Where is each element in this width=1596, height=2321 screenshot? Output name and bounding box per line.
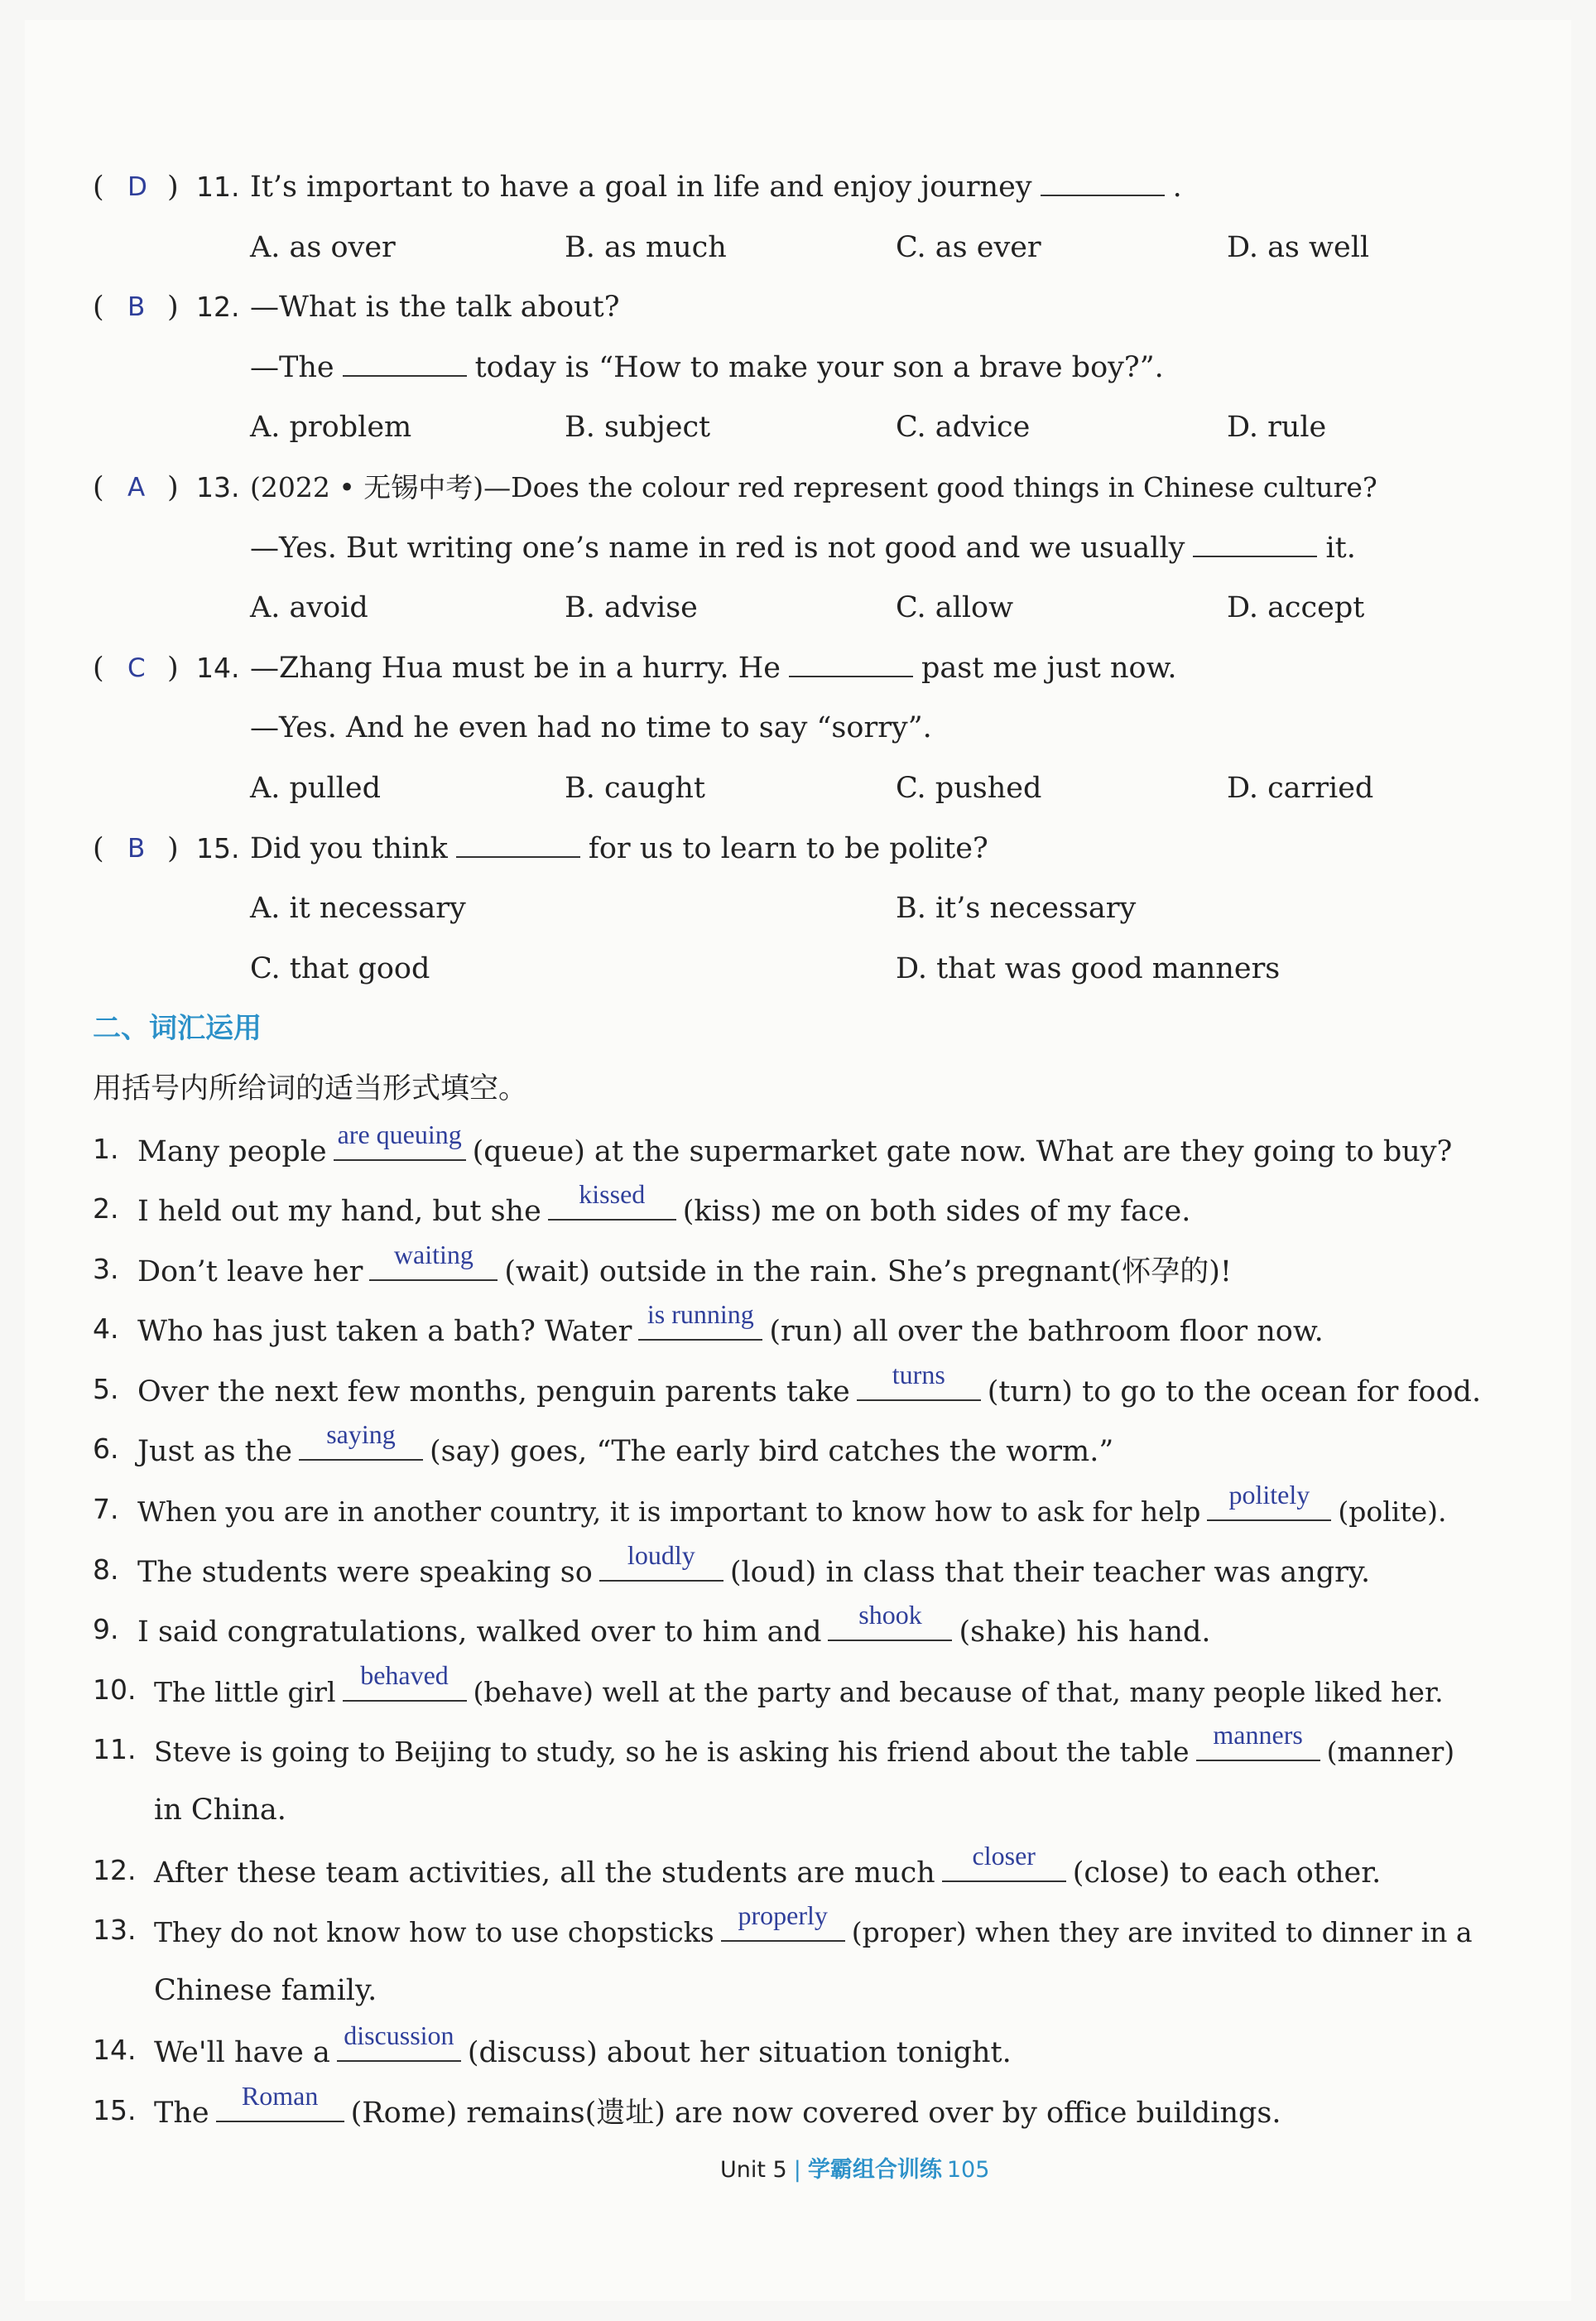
item-number: 1.	[93, 1132, 119, 1165]
option-a: A. avoid	[250, 591, 368, 625]
fill-item-11-cont	[93, 1780, 1517, 1841]
answer-blank	[789, 651, 913, 677]
fill-item-11: 11. Steve is going to Beijing to study, so he is asking his friend about the table manners (manner)	[93, 1720, 1517, 1780]
section-2-instruction	[93, 1059, 1517, 1120]
question-12	[93, 277, 1517, 338]
question-number: 15.	[196, 831, 240, 864]
fill-item-3: 3. Don’t leave her waiting (wait) outside in the rain. She’s pregnant(怀孕的)!	[93, 1240, 1517, 1300]
footer-separator: |	[793, 2157, 801, 2183]
option-b: B. caught	[565, 771, 705, 805]
answer-blank	[456, 831, 580, 858]
answer-letter: B	[127, 833, 146, 864]
item-number: 5.	[93, 1372, 119, 1405]
answer-blank	[1193, 531, 1317, 557]
option-d: D. rule	[1227, 411, 1327, 445]
item-number: 11.	[93, 1733, 137, 1766]
page-number: 105	[946, 2157, 990, 2183]
filled-answer: is running	[647, 1299, 754, 1330]
options-15-row2	[93, 939, 1517, 999]
option-d: D. as well	[1227, 230, 1370, 264]
answer-blank	[299, 1419, 423, 1461]
option-b: B. it’s necessary	[896, 892, 1137, 926]
section-2-heading	[93, 999, 1517, 1059]
option-a: A. pulled	[250, 771, 381, 805]
filled-answer: closer	[972, 1840, 1036, 1871]
answer-letter: D	[127, 172, 147, 202]
answer-blank	[334, 1120, 466, 1161]
filled-answer: Roman	[241, 2081, 319, 2111]
filled-answer: discussion	[344, 2020, 454, 2051]
option-d: D. that was good manners	[896, 951, 1281, 985]
question-stem: Did you think for us to learn to be polite?	[250, 831, 988, 865]
option-b: B. advise	[565, 591, 698, 625]
paren-close: )	[167, 291, 179, 325]
answer-blank	[1207, 1480, 1331, 1521]
question-14-line2: —Yes. And he even had no time to say “sorry”.	[250, 711, 932, 745]
options-12	[93, 397, 1517, 458]
answer-blank	[599, 1540, 723, 1582]
question-number: 12.	[196, 291, 240, 324]
paren-close: )	[167, 651, 179, 685]
fill-item-8: 8. The students were speaking so loudly (loud) in class that their teacher was angry.	[93, 1540, 1517, 1601]
paren-open: (	[93, 651, 104, 685]
answer-blank	[857, 1360, 981, 1401]
item-continuation: in China.	[154, 1794, 286, 1827]
question-number: 11.	[196, 171, 240, 203]
filled-answer: manners	[1213, 1720, 1303, 1750]
option-d: D. carried	[1227, 771, 1374, 805]
answer-blank	[942, 1841, 1066, 1882]
item-number: 9.	[93, 1613, 119, 1646]
option-b: B. as much	[565, 230, 727, 264]
answer-blank	[343, 350, 467, 377]
fill-item-1: 1. Many people are queuing (queue) at the supermarket gate now. What are they going to buy?	[93, 1120, 1517, 1180]
filled-answer: saying	[326, 1419, 396, 1450]
question-15	[93, 819, 1517, 879]
fill-item-9: 9. I said congratulations, walked over to him and shook (shake) his hand.	[93, 1600, 1517, 1660]
filled-answer: shook	[858, 1600, 922, 1630]
item-number: 3.	[93, 1252, 119, 1285]
fill-item-5: 5. Over the next few months, penguin parents take turns (turn) to go to the ocean for food.	[93, 1360, 1517, 1420]
item-number: 6.	[93, 1433, 119, 1466]
item-number: 12.	[93, 1853, 137, 1886]
paren-close: )	[167, 171, 179, 204]
section-title: 二、词汇运用	[93, 1012, 262, 1046]
paren-close: )	[167, 470, 179, 504]
filled-answer: politely	[1228, 1480, 1310, 1510]
filled-answer: are queuing	[337, 1119, 462, 1149]
item-number: 15.	[93, 2094, 137, 2126]
paren-open: (	[93, 831, 104, 865]
fill-item-13: 13. They do not know how to use chopsticks properly (proper) when they are invited to dinner in a	[93, 1900, 1517, 1961]
option-c: C. allow	[896, 591, 1014, 625]
instruction-text: 用括号内所给词的适当形式填空。	[93, 1071, 528, 1105]
question-13-line2: —Yes. But writing one’s name in red is not good and we usually it.	[250, 531, 1356, 565]
option-c: C. advice	[896, 411, 1031, 445]
fill-item-6: 6. Just as the saying (say) goes, “The early bird catches the worm.”	[93, 1419, 1517, 1480]
item-number: 8.	[93, 1553, 119, 1586]
answer-blank	[1041, 170, 1165, 196]
paren-open: (	[93, 470, 104, 504]
answer-blank	[828, 1600, 952, 1641]
filled-answer: kissed	[579, 1179, 646, 1210]
answer-letter: B	[127, 292, 146, 323]
filled-answer: waiting	[393, 1239, 474, 1269]
filled-answer: properly	[738, 1900, 828, 1931]
options-13	[93, 578, 1517, 638]
filled-answer: loudly	[627, 1539, 695, 1570]
option-b: B. subject	[565, 411, 711, 445]
option-a: A. problem	[250, 411, 412, 445]
question-stem: It’s important to have a goal in life and enjoy journey .	[250, 171, 1182, 204]
paren-open: (	[93, 171, 104, 204]
question-number: 14.	[196, 651, 240, 684]
fill-item-13-cont	[93, 1961, 1517, 2021]
item-number: 14.	[93, 2034, 137, 2067]
answer-blank	[343, 1660, 467, 1702]
item-number: 2.	[93, 1192, 119, 1226]
fill-item-7: 7. When you are in another country, it is important to know how to ask for help politely (polite).	[93, 1480, 1517, 1540]
options-14	[93, 758, 1517, 819]
answer-blank	[548, 1179, 676, 1221]
item-number: 10.	[93, 1673, 137, 1706]
paren-close: )	[167, 831, 179, 865]
page-footer	[720, 2151, 989, 2184]
question-stem: (2022 • 无锡中考)—Does the colour red represent good things in Chinese culture?	[250, 470, 1377, 503]
answer-blank	[721, 1900, 845, 1942]
option-c: C. pushed	[896, 771, 1042, 805]
question-stem: —Zhang Hua must be in a hurry. He past me just now.	[250, 651, 1177, 685]
book-title: 学霸组合训练	[807, 2157, 942, 2183]
answer-blank	[1196, 1720, 1320, 1761]
item-number: 4.	[93, 1312, 119, 1346]
answer-blank	[369, 1240, 498, 1281]
fill-item-12: 12. After these team activities, all the students are much closer (close) to each other.	[93, 1841, 1517, 1901]
options-11	[93, 218, 1517, 278]
unit-label: Unit 5	[720, 2157, 787, 2183]
option-a: A. it necessary	[250, 892, 466, 926]
question-12-line2: —The today is “How to make your son a brave boy?”.	[250, 350, 1164, 384]
question-11	[93, 157, 1517, 218]
answer-letter: A	[127, 472, 146, 503]
option-a: A. as over	[250, 230, 396, 264]
option-c: C. as ever	[896, 230, 1041, 264]
fill-item-2: 2. I held out my hand, but she kissed (kiss) me on both sides of my face.	[93, 1179, 1517, 1240]
question-14	[93, 638, 1517, 699]
filled-answer: turns	[892, 1359, 945, 1389]
fill-item-10: 10. The little girl behaved (behave) well at the party and because of that, many people liked her.	[93, 1660, 1517, 1721]
answer-blank	[638, 1299, 762, 1341]
answer-letter: C	[127, 652, 146, 683]
question-stem: —What is the talk about?	[250, 291, 620, 325]
paren-open: (	[93, 291, 104, 325]
answer-blank	[216, 2081, 344, 2122]
fill-item-14: 14. We'll have a discussion (discuss) about her situation tonight.	[93, 2020, 1517, 2081]
fill-item-4: 4. Who has just taken a bath? Water is running (run) all over the bathroom floor now.	[93, 1299, 1517, 1360]
options-15-row1	[93, 879, 1517, 939]
question-number: 13.	[196, 470, 240, 503]
fill-item-15: 15. The Roman (Rome) remains(遗址) are now covered over by office buildings.	[93, 2081, 1517, 2141]
question-13	[93, 458, 1517, 518]
item-number: 13.	[93, 1914, 137, 1947]
worksheet-content	[93, 157, 1517, 2141]
item-number: 7.	[93, 1493, 119, 1526]
option-d: D. accept	[1227, 591, 1365, 625]
answer-blank	[337, 2020, 461, 2062]
option-c: C. that good	[250, 951, 430, 985]
item-continuation: Chinese family.	[154, 1973, 377, 2007]
filled-answer: behaved	[360, 1659, 449, 1690]
